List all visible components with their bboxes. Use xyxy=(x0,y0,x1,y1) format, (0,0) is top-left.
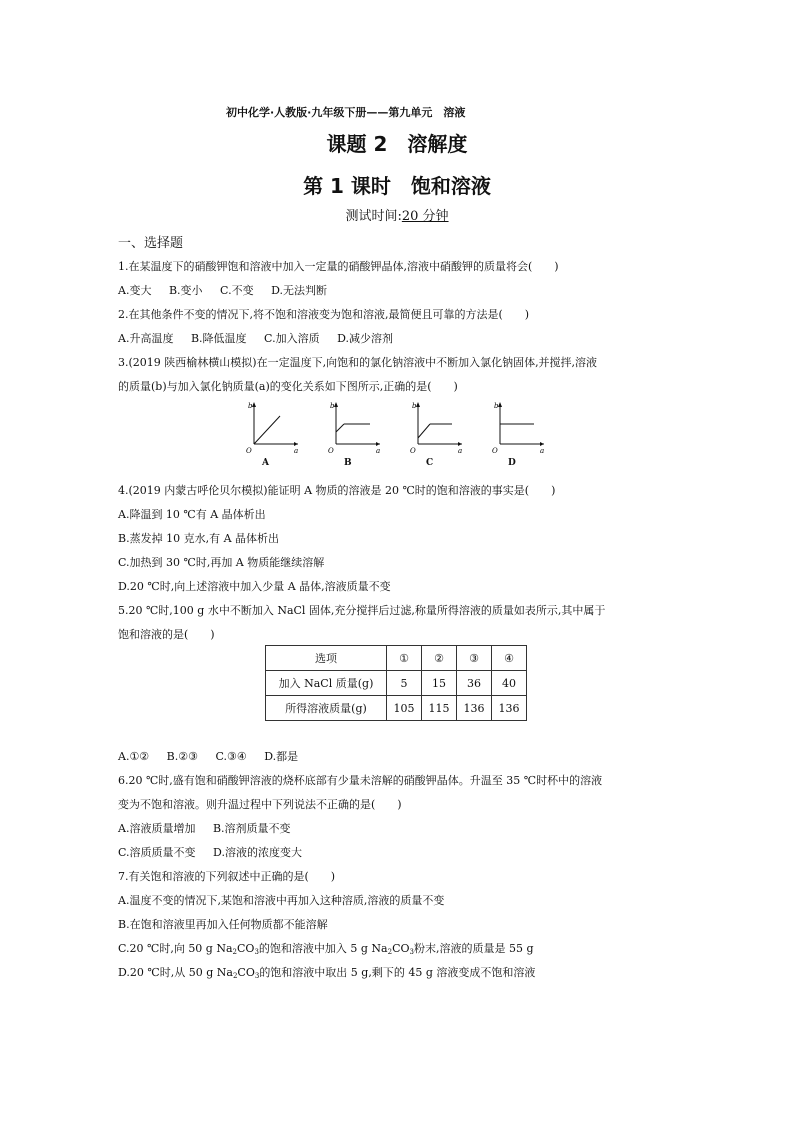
subscript: 2 xyxy=(232,948,237,956)
q2-option-a: A.升高温度 xyxy=(118,332,174,345)
graph-d xyxy=(486,398,548,470)
table-cell: 136 xyxy=(457,696,492,721)
table-row xyxy=(266,696,527,721)
graph-d-y-label: b xyxy=(494,402,499,410)
test-time xyxy=(0,205,794,224)
q7-option-b: B.在饱和溶液里再加入任何物质都不能溶解 xyxy=(118,918,328,931)
q4-option-b: B.蒸发掉 10 克水,有 A 晶体析出 xyxy=(118,532,280,545)
q2-options xyxy=(118,330,407,346)
table-cell: 所得溶液质量(g) xyxy=(266,696,387,721)
test-time-prefix: 测试时间: xyxy=(345,209,402,224)
subscript: 3 xyxy=(409,948,414,956)
q3-graphs xyxy=(240,398,560,470)
q5-option-a: A.①② xyxy=(118,750,150,763)
q5-table xyxy=(265,645,527,721)
table-cell: ③ xyxy=(457,646,492,671)
q6-option-b: B.溶剂质量不变 xyxy=(212,822,291,835)
q4-option-c: C.加热到 30 ℃时,再加 A 物质能继续溶解 xyxy=(118,556,325,569)
q6-stem-line2: 变为不饱和溶液。则升温过程中下列说法不正确的是( ) xyxy=(118,798,402,811)
q7-d-text: CO xyxy=(237,966,255,979)
q2-option-c: C.加入溶质 xyxy=(264,332,320,345)
q7-option-d xyxy=(118,964,535,980)
table-cell: 105 xyxy=(387,696,422,721)
q7-c-text: 的饱和溶液中加入 5 g Na xyxy=(258,942,388,955)
graph-c-plot xyxy=(404,398,466,456)
q5-options xyxy=(118,748,312,764)
q6-options-row2 xyxy=(118,844,316,860)
subscript: 2 xyxy=(387,948,393,956)
q7-c-text: CO xyxy=(237,942,255,955)
q6-option-a: A.溶液质量增加 xyxy=(118,822,196,835)
graph-a-plot xyxy=(240,398,302,456)
graph-a-label: A xyxy=(262,458,269,468)
lesson-title: 课题 2 溶解度 xyxy=(326,132,468,156)
graph-a-y-label: b xyxy=(248,402,253,410)
q7-stem: 7.有关饱和溶液的下列叙述中正确的是( ) xyxy=(118,870,336,883)
q4-stem: 4.(2019 内蒙古呼伦贝尔模拟)能证明 A 物质的溶液是 20 ℃时的饱和溶液的事实是( ) xyxy=(118,484,556,497)
q7-c-text: 粉末,溶液的质量是 55 g xyxy=(414,942,534,955)
table-cell: 15 xyxy=(422,671,457,696)
q5-stem-line1: 5.20 ℃时,100 g 水中不断加入 NaCl 固体,充分搅拌后过滤,称量所得溶液的质量如表所示,其中属于 xyxy=(118,604,606,617)
graph-c-x-label: a xyxy=(458,447,463,455)
table-cell: 40 xyxy=(492,671,527,696)
graph-d-origin: O xyxy=(492,447,498,455)
table-cell: ① xyxy=(387,646,422,671)
graph-b-y-label: b xyxy=(330,402,335,410)
q5-option-c: C.③④ xyxy=(215,750,247,763)
graph-c-origin: O xyxy=(410,447,416,455)
table-cell: 5 xyxy=(387,671,422,696)
q4-option-a: A.降温到 10 ℃有 A 晶体析出 xyxy=(118,508,266,521)
test-time-value: 20 分钟 xyxy=(401,209,449,224)
graph-b-label: B xyxy=(344,458,352,468)
table-row xyxy=(266,671,527,696)
q1-option-c: C.不变 xyxy=(220,284,254,297)
q2-option-d: D.减少溶剂 xyxy=(337,332,394,345)
course-header: 初中化学·人教版·九年级下册——第九单元 溶液 xyxy=(226,106,466,119)
period-title: 第 1 课时 饱和溶液 xyxy=(303,174,491,198)
subscript: 3 xyxy=(254,948,259,956)
graph-c-y-label: b xyxy=(412,402,417,410)
table-cell: 选项 xyxy=(266,646,387,671)
q6-stem-line1: 6.20 ℃时,盛有饱和硝酸钾溶液的烧杯底部有少量未溶解的硝酸钾晶体。升温至 35 ℃时杯中的溶液 xyxy=(118,774,603,787)
q7-option-a: A.温度不变的情况下,某饱和溶液中再加入这种溶质,溶液的质量不变 xyxy=(118,894,445,907)
graph-d-plot xyxy=(486,398,548,456)
graph-c xyxy=(404,398,466,470)
subscript: 3 xyxy=(254,972,260,980)
q7-c-text: C.20 ℃时,向 50 g Na xyxy=(118,942,233,955)
q6-options-row1 xyxy=(118,820,305,836)
q3-stem-line2: 的质量(b)与加入氯化钠质量(a)的变化关系如下图所示,正确的是( ) xyxy=(118,380,458,393)
q5-option-b: B.②③ xyxy=(166,750,198,763)
graph-d-label: D xyxy=(508,458,516,468)
graph-b-origin: O xyxy=(328,447,334,455)
q7-c-text: CO xyxy=(392,942,410,955)
table-cell: ④ xyxy=(492,646,527,671)
graph-d-x-label: a xyxy=(540,447,545,455)
table-cell: 加入 NaCl 质量(g) xyxy=(266,671,387,696)
table-cell: 36 xyxy=(457,671,492,696)
graph-a-origin: O xyxy=(246,447,252,455)
q3-stem-line1: 3.(2019 陕西榆林横山模拟)在一定温度下,向饱和的氯化钠溶液中不断加入氯化钠固体,并搅拌,溶液 xyxy=(118,356,598,369)
q1-option-a: A.变大 xyxy=(118,284,152,297)
table-cell: 115 xyxy=(422,696,457,721)
graph-a xyxy=(240,398,302,470)
graph-b-plot xyxy=(322,398,384,456)
graph-a-x-label: a xyxy=(294,447,299,455)
q1-option-d: D.无法判断 xyxy=(271,284,328,297)
graph-c-label: C xyxy=(426,458,434,468)
q7-d-text: D.20 ℃时,从 50 g Na xyxy=(118,966,233,979)
q1-options xyxy=(118,282,341,298)
q1-option-b: B.变小 xyxy=(168,284,203,297)
graph-b xyxy=(322,398,384,470)
q6-option-d: D.溶液的浓度变大 xyxy=(213,846,302,859)
table-cell: 136 xyxy=(492,696,527,721)
q2-stem: 2.在其他条件不变的情况下,将不饱和溶液变为饱和溶液,最简便且可靠的方法是( ) xyxy=(118,308,530,321)
q1-stem: 1.在某温度下的硝酸钾饱和溶液中加入一定量的硝酸钾晶体,溶液中硝酸钾的质量将会( ) xyxy=(118,260,559,273)
q7-d-text: 的饱和溶液中取出 5 g,剩下的 45 g 溶液变成不饱和溶液 xyxy=(259,966,536,979)
q5-option-d: D.都是 xyxy=(264,750,299,763)
q4-option-d: D.20 ℃时,向上述溶液中加入少量 A 晶体,溶液质量不变 xyxy=(118,580,391,593)
table-cell: ② xyxy=(422,646,457,671)
section-heading: 一、选择题 xyxy=(118,236,184,251)
q6-option-c: C.溶质质量不变 xyxy=(118,846,196,859)
q7-option-c xyxy=(118,940,534,956)
q2-option-b: B.降低温度 xyxy=(190,332,247,345)
table-header-row xyxy=(266,646,527,671)
subscript: 2 xyxy=(232,972,238,980)
graph-b-x-label: a xyxy=(376,447,381,455)
q5-stem-line2: 饱和溶液的是( ) xyxy=(118,628,215,641)
